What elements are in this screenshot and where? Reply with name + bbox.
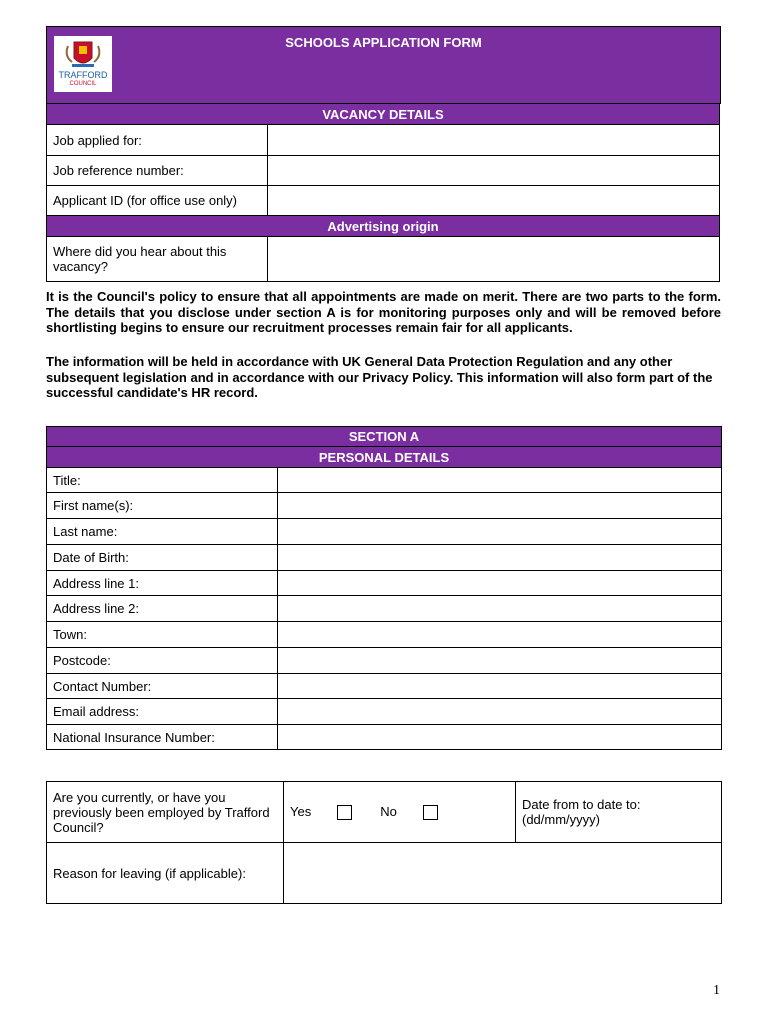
form-header	[46, 26, 721, 104]
field-label: First name(s):	[47, 493, 278, 519]
field-label: Address line 2:	[47, 596, 278, 622]
data-protection-paragraph: The information will be held in accordance with UK General Data Protection Regulation and any other subsequent legislation and in accordance with our Privacy Policy. This information will also form part of the successful candidate's HR record.	[46, 354, 713, 400]
previous-employment-question: Are you currently, or have you previously been employed by Trafford Council?	[47, 782, 284, 843]
job-applied-for-input[interactable]	[268, 125, 720, 156]
field-label: Date of Birth:	[47, 545, 278, 571]
personal-details-table	[46, 426, 722, 750]
advertising-origin-input[interactable]	[268, 237, 720, 282]
form-title: SCHOOLS APPLICATION FORM	[285, 35, 482, 50]
field-label: Email address:	[47, 699, 278, 725]
national-insurance-input[interactable]	[278, 725, 722, 750]
vacancy-details-table	[46, 103, 720, 282]
field-label: Contact Number:	[47, 674, 278, 699]
yes-label: Yes	[290, 803, 312, 819]
logo-text: TRAFFORD	[58, 70, 108, 80]
field-label: Title:	[47, 468, 278, 493]
field-label: Where did you hear about this vacancy?	[47, 237, 268, 282]
employment-history-table	[46, 781, 722, 904]
email-address-input[interactable]	[278, 699, 722, 725]
town-input[interactable]	[278, 622, 722, 648]
title-input[interactable]	[278, 468, 722, 493]
field-label: Town:	[47, 622, 278, 648]
first-name-input[interactable]	[278, 493, 722, 519]
employment-dates-input[interactable]	[516, 782, 722, 843]
field-label: Last name:	[47, 519, 278, 545]
address-line-1-input[interactable]	[278, 571, 722, 596]
reason-for-leaving-input[interactable]	[284, 843, 722, 904]
field-label: National Insurance Number:	[47, 725, 278, 750]
field-label: Job applied for:	[47, 125, 268, 156]
field-label: Postcode:	[47, 648, 278, 674]
field-label: Applicant ID (for office use only)	[47, 186, 268, 216]
field-label: Address line 1:	[47, 571, 278, 596]
personal-details-heading: PERSONAL DETAILS	[47, 447, 722, 468]
policy-paragraph: It is the Council's policy to ensure that all appointments are made on merit. There are two parts to the form. The details that you disclose under section A is for monitoring purposes only and will be removed before shortlisting begins to ensure our recruitment processes remain fair for all applicants.	[46, 289, 721, 335]
job-reference-input[interactable]	[268, 156, 720, 186]
contact-number-input[interactable]	[278, 674, 722, 699]
date-of-birth-input[interactable]	[278, 545, 722, 571]
postcode-input[interactable]	[278, 648, 722, 674]
advertising-origin-heading: Advertising origin	[47, 216, 720, 237]
yes-no-options	[284, 782, 516, 843]
yes-checkbox[interactable]	[337, 805, 352, 820]
no-checkbox[interactable]	[423, 805, 438, 820]
address-line-2-input[interactable]	[278, 596, 722, 622]
logo-subtext: COUNCIL	[69, 81, 97, 87]
field-label: Reason for leaving (if applicable):	[47, 843, 284, 904]
applicant-id-input[interactable]	[268, 186, 720, 216]
vacancy-details-heading: VACANCY DETAILS	[47, 104, 720, 125]
no-label: No	[380, 803, 397, 819]
section-a-heading: SECTION A	[47, 427, 722, 447]
last-name-input[interactable]	[278, 519, 722, 545]
date-range-label: Date from to date to: (dd/mm/yyyy)	[522, 797, 641, 827]
page-number: 1	[713, 983, 720, 998]
field-label: Job reference number:	[47, 156, 268, 186]
